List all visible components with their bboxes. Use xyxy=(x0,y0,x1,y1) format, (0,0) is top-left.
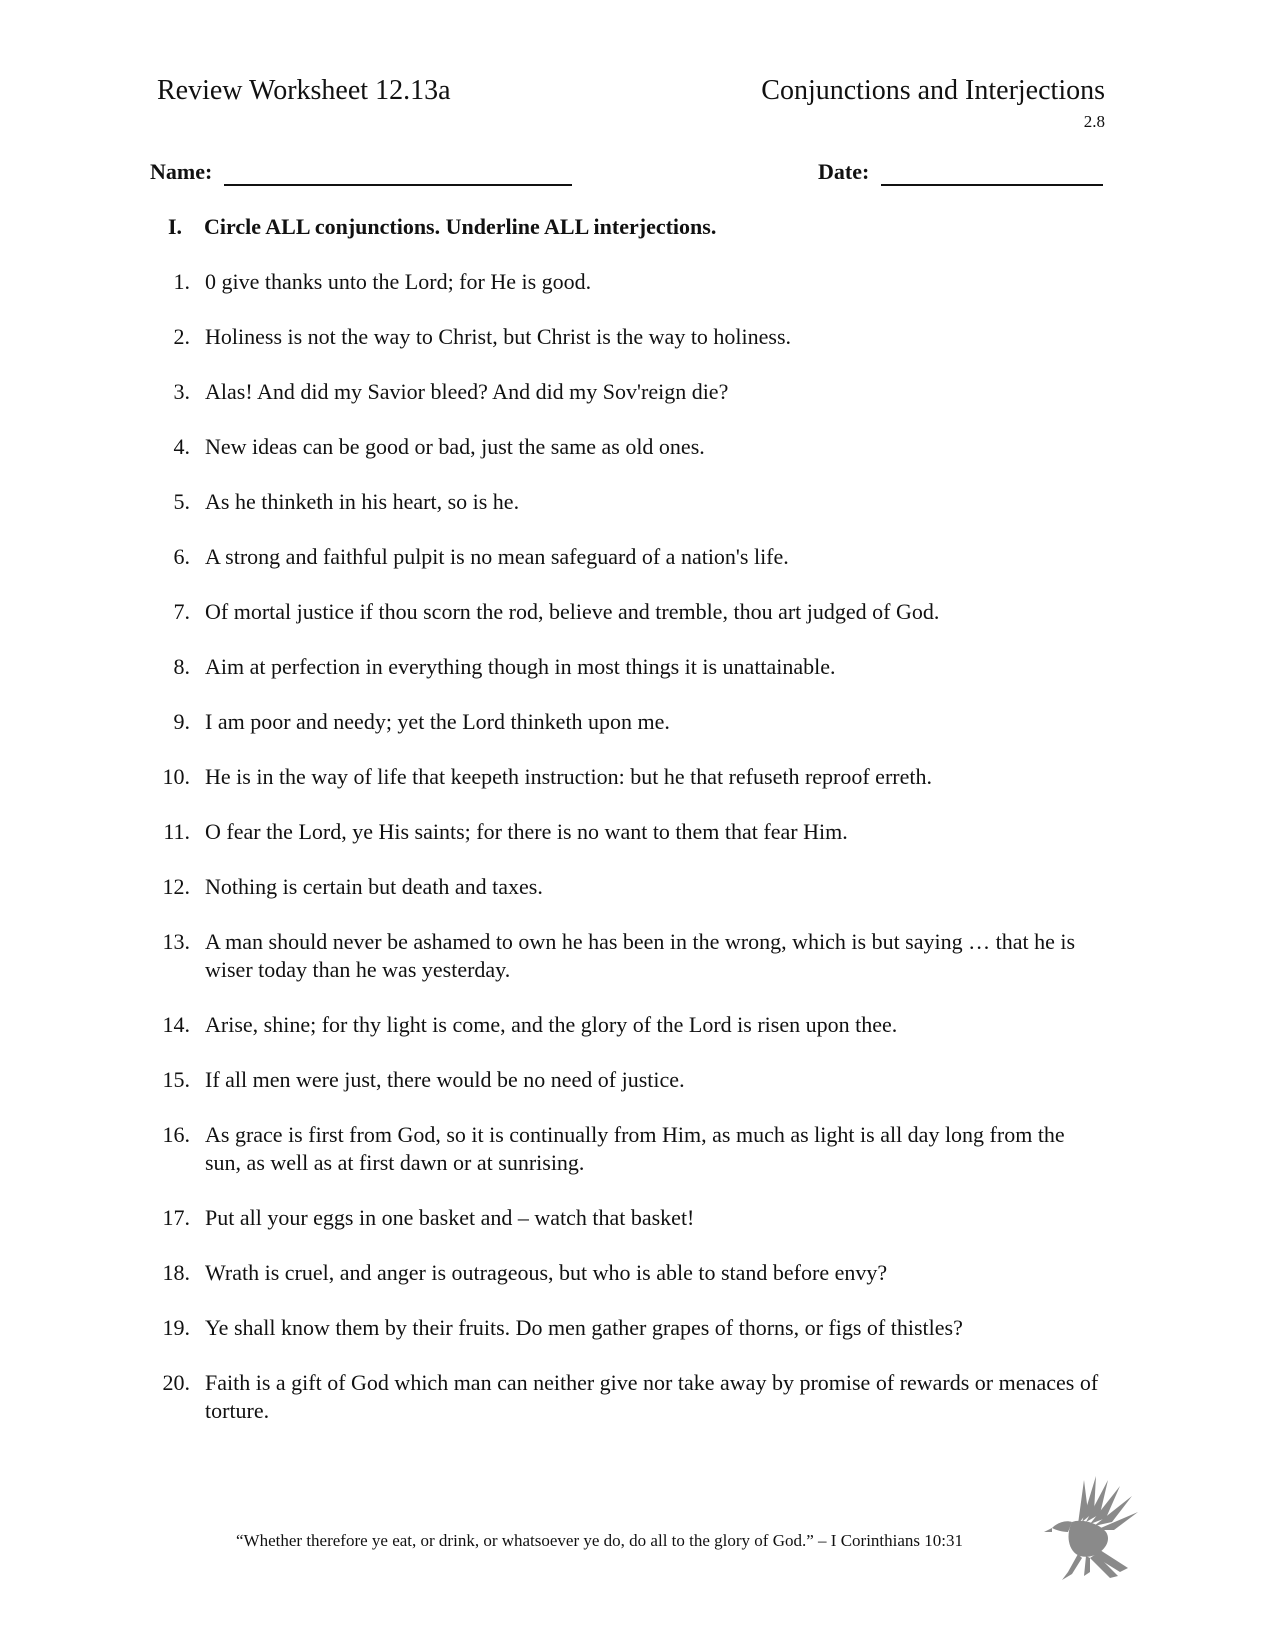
name-field-row xyxy=(150,158,572,186)
question-item xyxy=(150,928,1100,984)
question-number: 16. xyxy=(162,1122,190,1147)
worksheet-title: Review Worksheet 12.13a xyxy=(157,75,451,106)
question-number: 14. xyxy=(162,1012,190,1037)
question-number: 15. xyxy=(162,1067,190,1092)
question-number: 18. xyxy=(162,1260,190,1285)
question-number: 13. xyxy=(162,929,190,954)
question-number: 3. xyxy=(173,379,190,404)
question-number: 9. xyxy=(173,709,190,734)
question-text: Wrath is cruel, and anger is outrageous, but who is able to stand before envy? xyxy=(205,1260,888,1285)
question-item xyxy=(150,488,1100,516)
question-item xyxy=(150,1369,1100,1425)
question-text: Arise, shine; for thy light is come, and the glory of the Lord is risen upon thee. xyxy=(205,1012,898,1037)
question-number: 11. xyxy=(163,819,190,844)
eagle-icon xyxy=(1038,1472,1142,1582)
question-text: Of mortal justice if thou scorn the rod, believe and tremble, thou art judged of God. xyxy=(205,599,940,624)
section-instructions: Circle ALL conjunctions. Underline ALL interjections. xyxy=(204,214,717,239)
question-text: Aim at perfection in everything though in most things it is unattainable. xyxy=(205,654,836,679)
question-text: A strong and faithful pulpit is no mean safeguard of a nation's life. xyxy=(205,544,789,569)
question-item xyxy=(150,378,1100,406)
question-text: If all men were just, there would be no need of justice. xyxy=(205,1067,685,1092)
question-item xyxy=(150,268,1100,296)
question-number: 2. xyxy=(173,324,190,349)
question-item xyxy=(150,323,1100,351)
question-text: Ye shall know them by their fruits. Do men gather grapes of thorns, or figs of thistles? xyxy=(205,1315,963,1340)
date-label: Date: xyxy=(818,159,870,184)
question-number: 17. xyxy=(162,1205,190,1230)
question-item xyxy=(150,1011,1100,1039)
section-heading xyxy=(168,213,716,241)
question-item xyxy=(150,873,1100,901)
question-item xyxy=(150,1314,1100,1342)
question-number: 8. xyxy=(173,654,190,679)
question-list xyxy=(150,268,1100,1452)
question-text: Faith is a gift of God which man can neither give nor take away by promise of rewards or menaces of torture. xyxy=(205,1370,1099,1423)
question-number: 4. xyxy=(173,434,190,459)
footer-quote: “Whether therefore ye eat, or drink, or whatsoever ye do, do all to the glory of God.” – I Corinthians 10:31 xyxy=(236,1531,963,1550)
question-number: 1. xyxy=(173,269,190,294)
question-item xyxy=(150,1066,1100,1094)
question-item xyxy=(150,1204,1100,1232)
question-item xyxy=(150,1259,1100,1287)
name-label: Name: xyxy=(150,159,213,184)
question-text: O fear the Lord, ye His saints; for there is no want to them that fear Him. xyxy=(205,819,848,844)
question-number: 20. xyxy=(162,1370,190,1395)
question-text: As he thinketh in his heart, so is he. xyxy=(205,489,520,514)
question-text: He is in the way of life that keepeth instruction: but he that refuseth reproof erreth. xyxy=(205,764,932,789)
question-number: 5. xyxy=(173,489,190,514)
question-text: A man should never be ashamed to own he has been in the wrong, which is but saying … that he is wiser today than he was yesterday. xyxy=(205,929,1076,982)
question-text: Put all your eggs in one basket and – watch that basket! xyxy=(205,1205,695,1230)
page-number: 2.8 xyxy=(1083,112,1105,131)
name-blank-line[interactable] xyxy=(224,162,572,186)
date-blank-line[interactable] xyxy=(881,162,1103,186)
question-text: Alas! And did my Savior bleed? And did my Sov'reign die? xyxy=(205,379,729,404)
question-item xyxy=(150,708,1100,736)
question-item xyxy=(150,433,1100,461)
question-text: I am poor and needy; yet the Lord thinketh upon me. xyxy=(205,709,670,734)
question-text: New ideas can be good or bad, just the same as old ones. xyxy=(205,434,705,459)
question-number: 7. xyxy=(173,599,190,624)
question-item xyxy=(150,543,1100,571)
question-item xyxy=(150,598,1100,626)
question-text: 0 give thanks unto the Lord; for He is good. xyxy=(205,269,592,294)
question-item xyxy=(150,818,1100,846)
section-numeral: I. xyxy=(168,214,183,239)
question-text: Holiness is not the way to Christ, but Christ is the way to holiness. xyxy=(205,324,792,349)
date-field-row xyxy=(818,158,1103,186)
question-number: 19. xyxy=(162,1315,190,1340)
worksheet-topic: Conjunctions and Interjections xyxy=(761,75,1105,106)
question-number: 12. xyxy=(162,874,190,899)
question-item xyxy=(150,1121,1100,1177)
question-number: 6. xyxy=(173,544,190,569)
question-text: As grace is first from God, so it is continually from Him, as much as light is all day long from the sun, as well as at first dawn or at sunrising. xyxy=(205,1122,1065,1175)
question-item xyxy=(150,763,1100,791)
question-item xyxy=(150,653,1100,681)
question-number: 10. xyxy=(162,764,190,789)
question-text: Nothing is certain but death and taxes. xyxy=(205,874,543,899)
